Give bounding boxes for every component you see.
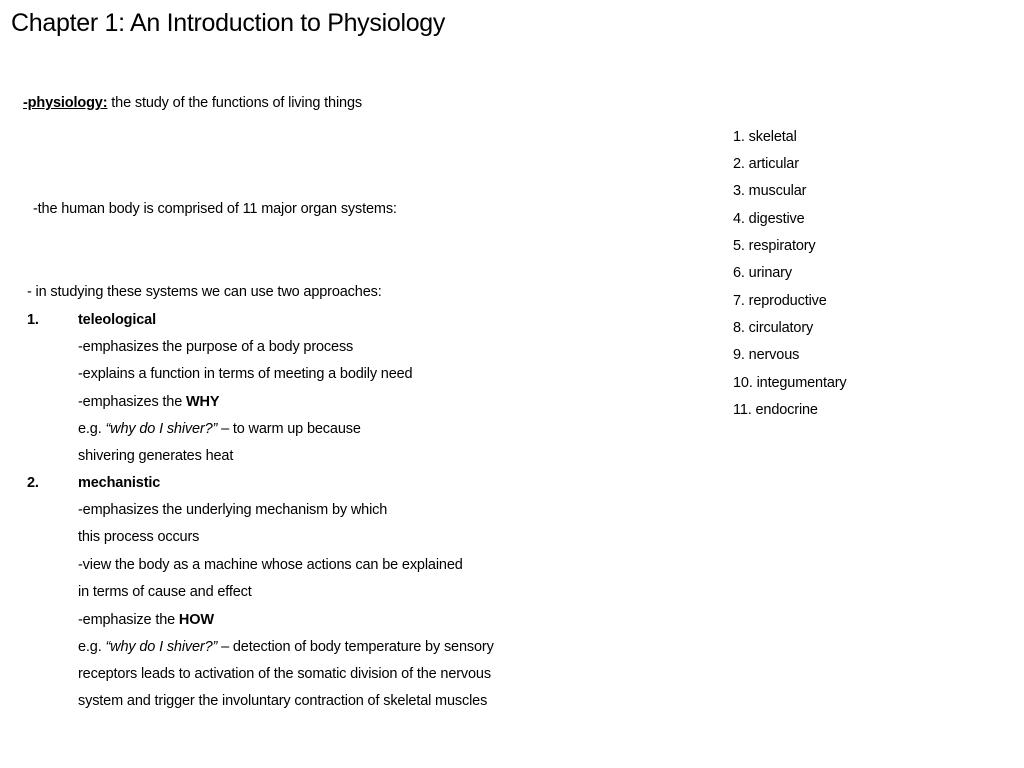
approach1-example-question: “why do I shiver?” — [105, 421, 218, 437]
approach2-line2: this process occurs — [78, 529, 200, 545]
approach2-example — [78, 637, 494, 657]
approach2-line5 — [78, 610, 214, 630]
approach1-example-answer: – to warm up because — [217, 421, 361, 437]
approach2-example-cont1: receptors leads to activation of the somatic division of the nervous — [78, 666, 491, 682]
definition-text: the study of the functions of living things — [107, 95, 362, 111]
page-title: Chapter 1: An Introduction to Physiology — [11, 9, 446, 37]
approach1-example — [78, 419, 361, 439]
approach2-line5-prefix: -emphasize the — [78, 612, 179, 628]
organ-system-item: 9. nervous — [733, 347, 800, 363]
organ-system-item: 11. endocrine — [733, 402, 818, 418]
approach2-example-prefix: e.g. — [78, 639, 106, 655]
organ-system-item: 7. reproductive — [733, 293, 827, 309]
organ-system-item: 3. muscular — [733, 183, 807, 199]
approach2-number: 2. — [27, 475, 39, 491]
approach2-line4: in terms of cause and effect — [78, 584, 252, 600]
approach1-line1: -emphasizes the purpose of a body process — [78, 339, 354, 355]
organ-system-item: 2. articular — [733, 156, 799, 172]
approaches-intro: - in studying these systems we can use two approaches: — [27, 284, 382, 300]
approach1-why: WHY — [186, 394, 220, 410]
organ-system-item: 4. digestive — [733, 211, 805, 227]
organ-system-item: 10. integumentary — [733, 375, 847, 391]
definition-term: -physiology: — [23, 95, 108, 111]
approach1-line2: -explains a function in terms of meeting a bodily need — [78, 366, 413, 382]
organ-systems-intro: -the human body is comprised of 11 major organ systems: — [33, 201, 397, 217]
organ-system-item: 6. urinary — [733, 265, 792, 281]
organ-system-item: 5. respiratory — [733, 238, 816, 254]
approach1-line3-prefix: -emphasizes the — [78, 394, 187, 410]
approach1-name: teleological — [78, 312, 156, 328]
approach2-line3: -view the body as a machine whose actions can be explained — [78, 557, 463, 573]
approach1-example-prefix: e.g. — [78, 421, 106, 437]
approach2-how: HOW — [178, 612, 214, 628]
approach2-line1: -emphasizes the underlying mechanism by which — [78, 502, 388, 518]
organ-system-item: 8. circulatory — [733, 320, 814, 336]
approach2-example-cont2: system and trigger the involuntary contraction of skeletal muscles — [78, 693, 488, 709]
physiology-definition — [23, 93, 362, 113]
approach1-line3 — [78, 392, 219, 412]
approach2-name: mechanistic — [78, 475, 161, 491]
approach2-example-question: “why do I shiver?” — [105, 639, 218, 655]
organ-system-item: 1. skeletal — [733, 129, 797, 145]
approach2-example-answer: – detection of body temperature by sensory — [217, 639, 494, 655]
approach1-number: 1. — [27, 312, 39, 328]
approach1-example-cont: shivering generates heat — [78, 448, 234, 464]
